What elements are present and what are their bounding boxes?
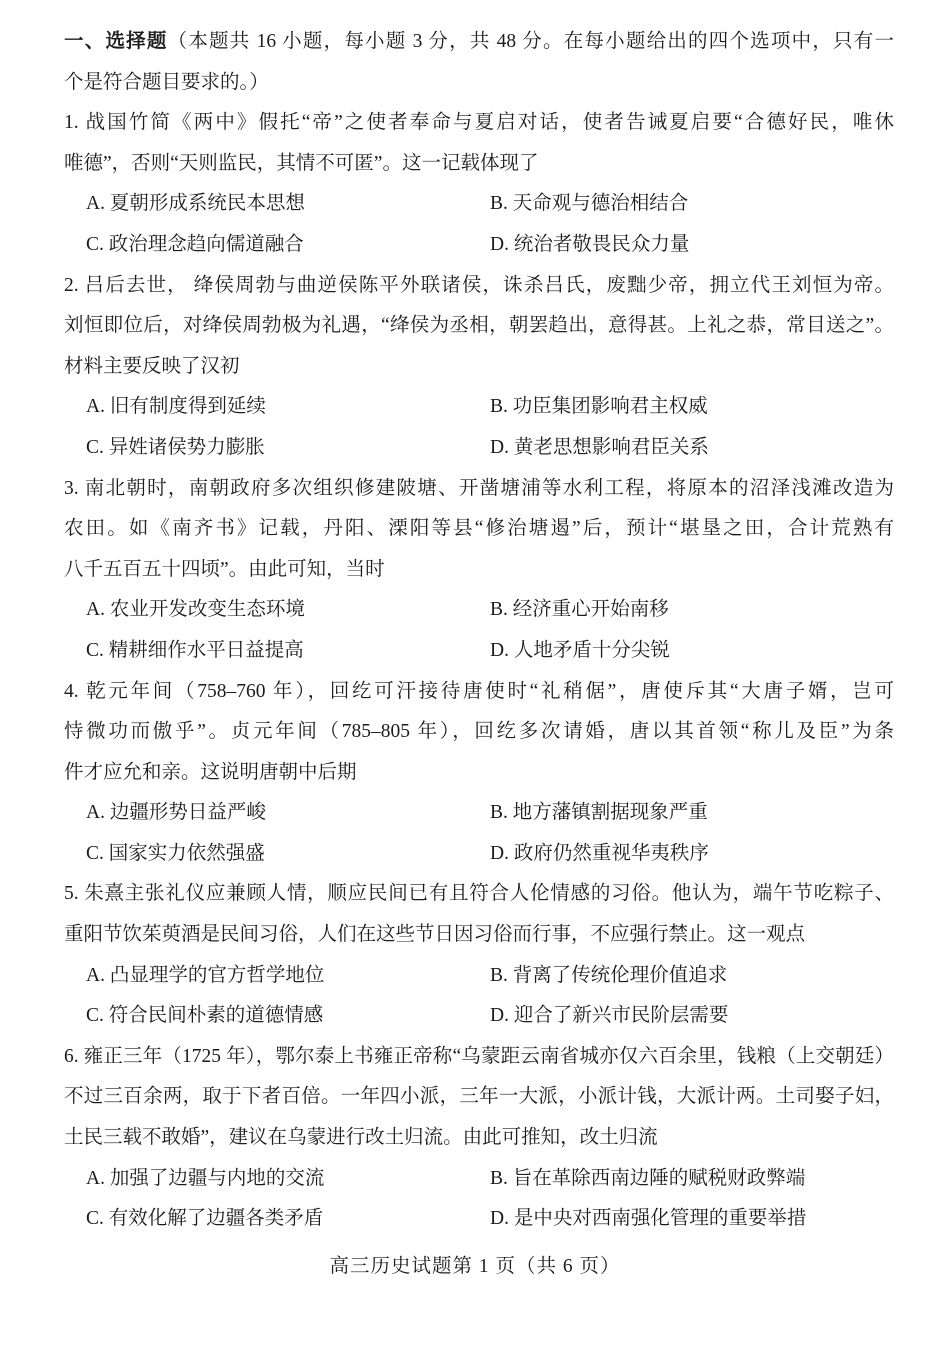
option-c: C. 有效化解了边疆各类矛盾 — [86, 1208, 324, 1230]
exam-page — [64, 22, 894, 1240]
section-title: 一、选择题 — [64, 31, 168, 52]
question-stem-line: 土民三载不敢婚”，建议在乌蒙进行改土归流。由此可推知，改土归流 — [64, 1127, 658, 1149]
options-row — [64, 956, 894, 997]
option-d: D. 迎合了新兴市民阶层需要 — [490, 1005, 729, 1027]
options-row — [64, 590, 894, 631]
option-b: B. 背离了传统伦理价值追求 — [490, 964, 728, 986]
options-row — [64, 631, 894, 672]
question-4 — [64, 672, 894, 875]
section-instructions-cont: 个是符合题目要求的。） — [64, 71, 269, 93]
option-d: D. 是中央对西南强化管理的重要举措 — [490, 1208, 807, 1230]
question-stem-line: 件才应允和亲。这说明唐朝中后期 — [64, 761, 357, 783]
option-a: A. 夏朝形成系统民本思想 — [86, 193, 305, 215]
question-stem-line: 唯德”，否则“天则监民，其情不可匿”。这一记载体现了 — [64, 152, 539, 174]
option-a: A. 旧有制度得到延续 — [86, 396, 266, 418]
option-c: C. 精耕细作水平日益提高 — [86, 639, 304, 661]
page-footer: 高三历史试题第 1 页（共 6 页） — [329, 1256, 621, 1277]
question-stem-line: 农田。如《南齐书》记载，丹阳、溧阳等县“修治塘遏”后，预计“堪垦之田，合计荒熟有 — [64, 518, 894, 540]
question-stem-line: 刘恒即位后，对绛侯周勃极为礼遇，“绛侯为丞相，朝罢趋出，意得甚。上礼之恭，常目送之”。 — [64, 315, 894, 337]
options-row — [64, 428, 894, 469]
question-stem-line: 恃微功而傲乎”。贞元年间（785–805 年），回纥多次请婚，唐以其首领“称儿及臣”为条 — [64, 721, 894, 743]
option-a: A. 凸显理学的官方哲学地位 — [86, 964, 325, 986]
question-stem-line: 不过三百余两，取于下者百倍。一年四小派，三年一大派，小派计钱，大派计两。土司娶子妇， — [64, 1086, 894, 1108]
question-3 — [64, 469, 894, 672]
question-stem-line: 2. 吕后去世， 绛侯周勃与曲逆侯陈平外联诸侯，诛杀吕氏，废黜少帝，拥立代王刘恒为帝。 — [64, 274, 894, 296]
option-a: A. 农业开发改变生态环境 — [86, 599, 305, 621]
question-2 — [64, 266, 894, 469]
option-d: D. 政府仍然重视华夷秩序 — [490, 842, 709, 864]
option-b: B. 功臣集团影响君主权威 — [490, 396, 708, 418]
question-stem-line: 重阳节饮茱萸酒是民间习俗，人们在这些节日因习俗而行事，不应强行禁止。这一观点 — [64, 924, 806, 946]
question-stem-line: 3. 南北朝时，南朝政府多次组织修建陂塘、开凿塘浦等水利工程，将原本的沼泽浅滩改造为 — [64, 477, 894, 499]
option-c: C. 国家实力依然强盛 — [86, 842, 265, 864]
options-row — [64, 996, 894, 1037]
question-stem-line: 八千五百五十四顷”。由此可知，当时 — [64, 558, 385, 580]
section-header — [64, 22, 894, 63]
options-row — [64, 1199, 894, 1240]
option-b: B. 经济重心开始南移 — [490, 599, 669, 621]
options-row — [64, 225, 894, 266]
options-row — [64, 387, 894, 428]
option-c: C. 政治理念趋向儒道融合 — [86, 233, 304, 255]
question-1 — [64, 103, 894, 265]
question-stem-line: 材料主要反映了汉初 — [64, 355, 240, 377]
option-b: B. 地方藩镇割据现象严重 — [490, 802, 708, 824]
question-stem-line: 5. 朱熹主张礼仪应兼顾人情，顺应民间已有且符合人伦情感的习俗。他认为，端午节吃粽子、 — [64, 883, 894, 905]
options-row — [64, 834, 894, 875]
option-d: D. 人地矛盾十分尖锐 — [490, 639, 670, 661]
option-a: A. 边疆形势日益严峻 — [86, 802, 266, 824]
question-stem-line: 4. 乾元年间（758–760 年），回纥可汗接待唐使时“礼稍倨”，唐使斥其“大唐子婿，岂可 — [64, 680, 894, 702]
section-instructions: （本题共 16 小题，每小题 3 分，共 48 分。在每小题给出的四个选项中，只有一 — [167, 31, 894, 52]
option-d: D. 统治者敬畏民众力量 — [490, 233, 690, 255]
options-row — [64, 184, 894, 225]
option-c: C. 符合民间朴素的道德情感 — [86, 1005, 324, 1027]
question-6 — [64, 1037, 894, 1240]
options-row — [64, 1159, 894, 1200]
question-list — [64, 103, 894, 1240]
options-row — [64, 793, 894, 834]
option-a: A. 加强了边疆与内地的交流 — [86, 1167, 325, 1189]
option-b: B. 旨在革除西南边陲的赋税财政弊端 — [490, 1167, 806, 1189]
question-stem-line: 6. 雍正三年（1725 年），鄂尔泰上书雍正帝称“乌蒙距云南省城亦仅六百余里，钱粮（上交朝廷） — [64, 1045, 894, 1067]
option-d: D. 黄老思想影响君臣关系 — [490, 436, 709, 458]
option-b: B. 天命观与德治相结合 — [490, 193, 689, 215]
option-c: C. 异姓诸侯势力膨胀 — [86, 436, 265, 458]
question-stem-line: 1. 战国竹简《两中》假托“帝”之使者奉命与夏启对话，使者告诫夏启要“合德好民，唯休 — [64, 112, 894, 134]
question-5 — [64, 874, 894, 1036]
